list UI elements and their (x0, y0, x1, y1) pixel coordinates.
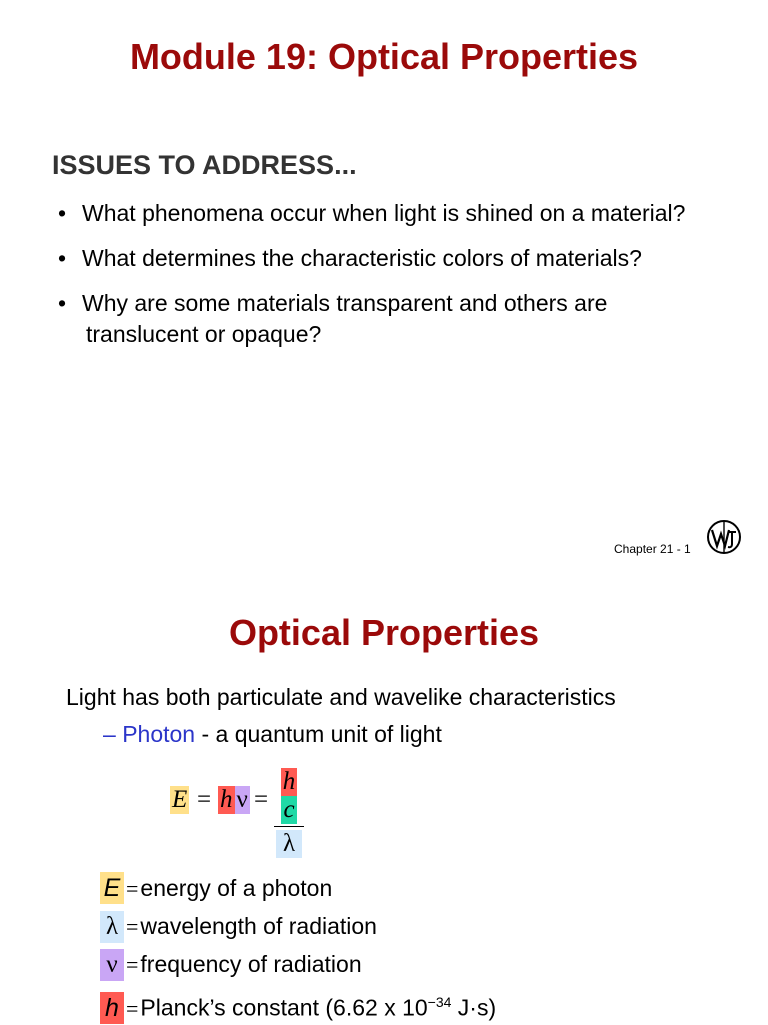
bullet-text: What determines the characteristic colors of materials? (82, 245, 642, 271)
bullet-text: Why are some materials transparent and others are (82, 290, 608, 316)
list-item (58, 243, 768, 274)
fraction-denominator: λ (276, 830, 302, 858)
bullet-text: What phenomena occur when light is shined on a material? (82, 200, 686, 226)
definition-text: wavelength of radiation (140, 913, 377, 939)
list-item: ν =frequency of radiation (100, 948, 496, 986)
symbol-E: E (100, 872, 124, 904)
slide-1-title: Module 19: Optical Properties (129, 36, 639, 77)
list-item (58, 198, 768, 229)
planck-units: J·s) (451, 994, 497, 1021)
symbol-lambda: λ (100, 911, 124, 943)
fraction-numerator: hc (282, 768, 296, 823)
dash-marker: – (103, 721, 116, 747)
definition-text: energy of a photon (140, 875, 333, 901)
symbol-nu: ν (100, 949, 124, 981)
photon-term: Photon (122, 721, 196, 747)
equation-h-nu: h ν (220, 786, 248, 813)
bullet-icon: • (58, 290, 67, 316)
photon-energy-equation (170, 768, 340, 857)
fraction-bar (274, 826, 304, 827)
planck-exponent: −34 (427, 994, 452, 1010)
wiley-logo-icon (706, 518, 742, 556)
symbol-h: h (100, 992, 124, 1024)
list-item: h =Planck’s constant (6.62 x $10^{-34}$ J·s) (100, 986, 496, 1024)
slide-2-title: Optical Properties (228, 612, 540, 653)
equation-fraction (274, 768, 304, 858)
definition-text: Planck’s constant (6.62 x 10 (140, 994, 428, 1021)
symbol-definitions (100, 872, 496, 1024)
bullet-icon: • (58, 200, 67, 226)
equation-equals: = (197, 786, 212, 813)
chapter-footer: Chapter 21 - 1 (614, 542, 691, 556)
bullet-text-continuation: translucent or opaque? (86, 321, 322, 347)
photon-definition (103, 721, 442, 748)
list-item: λ =wavelength of radiation (100, 910, 496, 948)
equation-E: E (172, 786, 188, 813)
slide-2 (0, 580, 768, 1024)
equation-equals: = (254, 786, 269, 813)
definition-text: frequency of radiation (140, 951, 362, 977)
issues-list (58, 198, 768, 364)
list-item: E =energy of a photon (100, 872, 496, 910)
photon-description: - a quantum unit of light (195, 721, 442, 747)
intro-text: Light has both particulate and wavelike characteristics (66, 684, 616, 710)
list-item (58, 288, 768, 350)
bullet-icon: • (58, 245, 67, 271)
issues-heading: ISSUES TO ADDRESS... (52, 150, 357, 180)
